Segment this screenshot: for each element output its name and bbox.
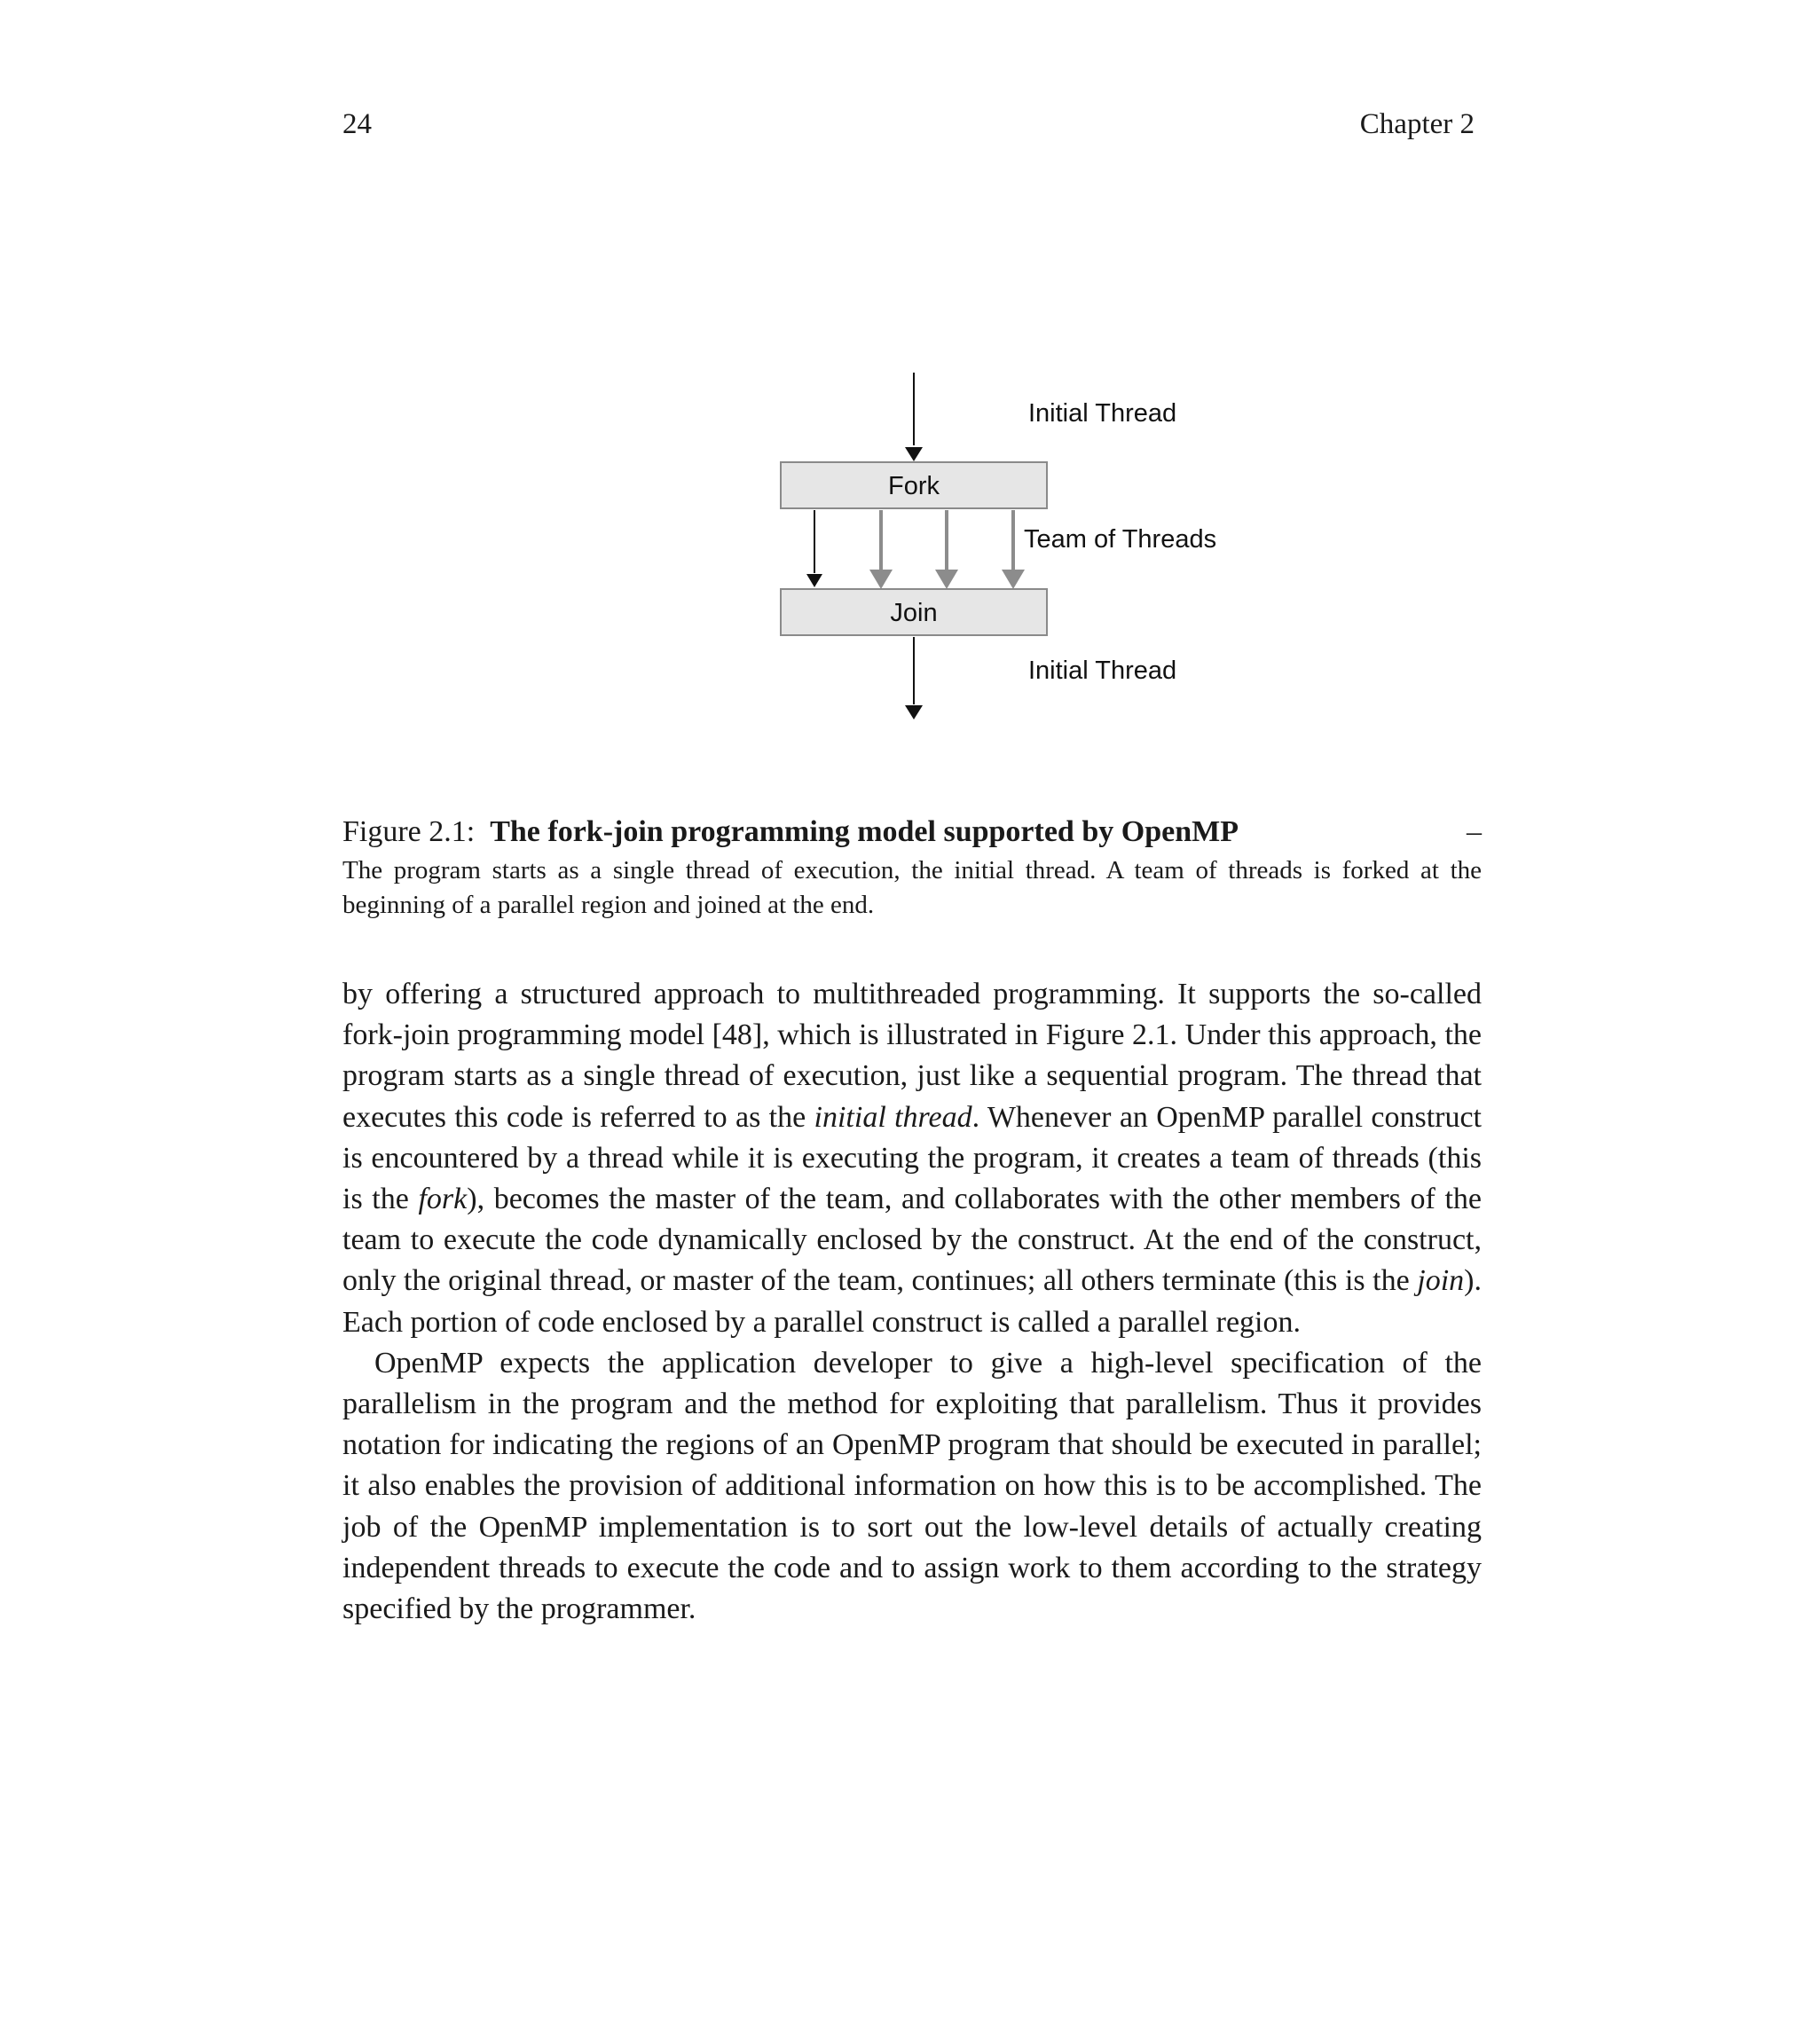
- paragraph-1-part-d: ). Each portion of code enclosed by a parallel construct is called a parallel region.: [342, 1264, 1482, 1339]
- caption-heading-left: [342, 811, 1239, 853]
- team-thread-arrowhead-1: [869, 570, 893, 589]
- paragraph-2: OpenMP expects the application developer to give a high-level specification of the parallelism in the program and the method for exploiting that parallelism. Thus it provides notation for indicating the regions of an OpenMP program that should be executed in parallel; it also enables the provision of additional information on how this is to be accomplished. The job of the OpenMP implementation is to sort out the low-level details of actually creating independent threads to execute the code and to assign work to them according to the strategy specified by the programmer.: [342, 1346, 1482, 1626]
- body-text: [342, 974, 1482, 1630]
- fork-join-figure: [763, 373, 1260, 727]
- running-head: [342, 108, 1475, 147]
- term-fork: fork: [418, 1183, 468, 1216]
- initial-thread-arrowhead-top: [905, 447, 923, 461]
- initial-thread-arrowhead-bottom: [905, 705, 923, 719]
- caption-heading: [342, 811, 1482, 853]
- figure-caption: [342, 811, 1482, 923]
- paragraph-1-part-b: . Whenever an OpenMP parallel construct is encountered by a thread while it is executing the program, it creates a team of threads (this is the: [342, 1100, 1482, 1216]
- chapter-label: Chapter 2: [1359, 108, 1475, 140]
- page-number: 24: [342, 108, 372, 140]
- term-join: join: [1417, 1264, 1465, 1298]
- caption-label: Figure 2.1:: [342, 815, 476, 848]
- paragraph-1-part-c: ), becomes the master of the team, and collaborates with the other members of the team to execute the code dynamically enclosed by the construct. At the end of the construct, only the original thread, or master of the team, continues; all others terminate (this is the: [342, 1183, 1482, 1298]
- fork-join-diagram: [763, 373, 1260, 727]
- caption-title: The fork-join programming model supported by OpenMP: [490, 815, 1239, 848]
- initial-thread-label-top: Initial Thread: [1028, 399, 1177, 428]
- team-of-threads-label: Team of Threads: [1024, 525, 1217, 554]
- fork-label: Fork: [888, 472, 940, 500]
- paragraph-1-part-a: by offering a structured approach to multithreaded programming. It supports the so-called fork-join programming model [48], which is illustrated in Figure 2.1. Under this approach, the program starts as a single thread of execution, just like a sequential program. The thread that executes this code is referred to as the: [342, 978, 1482, 1134]
- paragraph-1: [342, 974, 1482, 1343]
- initial-thread-label-bottom: Initial Thread: [1028, 656, 1177, 685]
- team-thread-arrowhead-3: [1002, 570, 1025, 589]
- team-thread-arrowhead-2: [935, 570, 958, 589]
- master-thread-arrowhead: [806, 574, 822, 587]
- term-initial-thread: initial thread: [814, 1100, 972, 1134]
- caption-dash: –: [1467, 815, 1482, 848]
- caption-body: The program starts as a single thread of execution, the initial thread. A team of threads is forked at the beginning of a parallel region and joined at the end.: [342, 856, 1482, 919]
- join-label: Join: [890, 599, 938, 627]
